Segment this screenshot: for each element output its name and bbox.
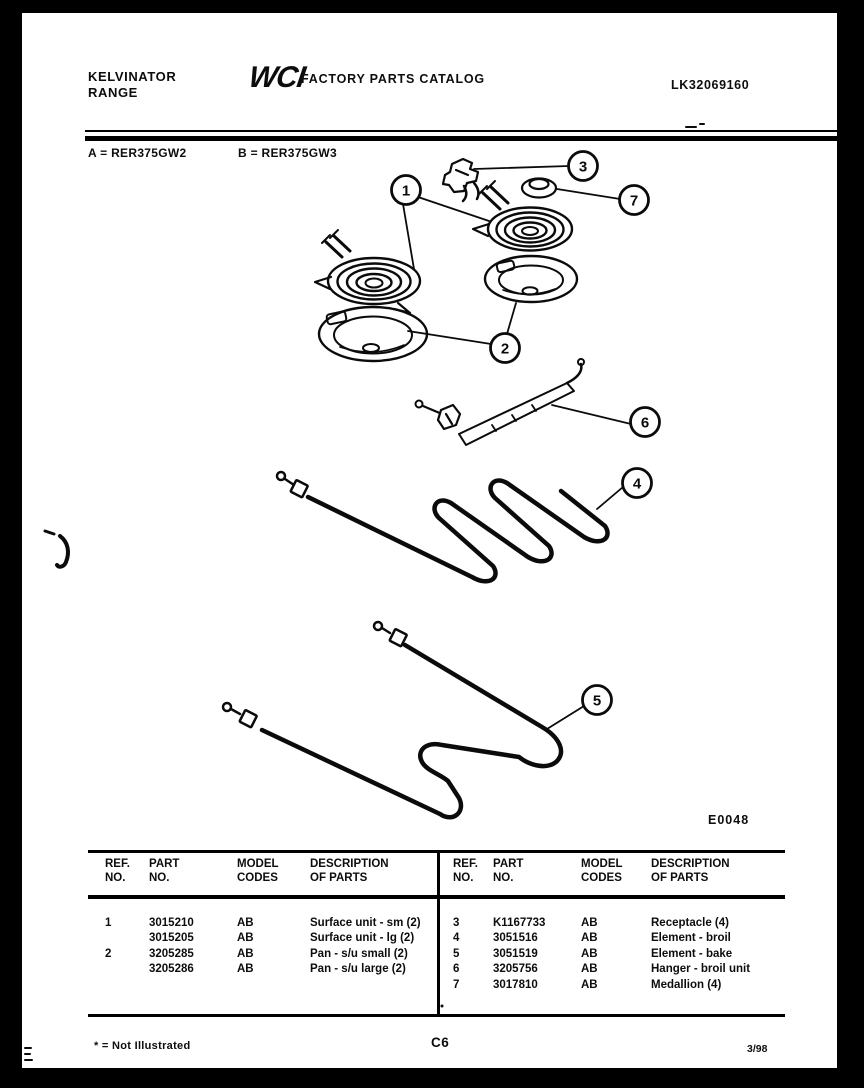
callout-2-leader-left — [408, 331, 491, 344]
scan-artifact-marks — [25, 1048, 32, 1060]
part-description: Pan - s/u small (2) — [310, 947, 408, 960]
drip-pan-right — [485, 256, 577, 302]
callout-7-leader — [557, 189, 620, 199]
part-no: 3205756 — [493, 963, 538, 976]
scan-artifact-bracket — [57, 536, 68, 567]
part-description: Receptacle (4) — [651, 917, 729, 929]
page-number: C6 — [431, 1035, 450, 1050]
callout-1-leader-left — [403, 204, 414, 269]
document-number: LK32069160 — [671, 78, 750, 92]
col-ref: REF. NO. — [105, 858, 130, 884]
broil-element-drawing — [277, 472, 608, 581]
part-no: 3205286 — [149, 963, 194, 976]
drip-pan-left — [319, 307, 427, 361]
brand-line2: RANGE — [88, 85, 138, 100]
surface-unit-left — [315, 230, 420, 313]
scan-artifact-dashes — [686, 124, 704, 127]
callout-4-leader — [597, 487, 623, 509]
table-row — [105, 947, 439, 962]
wci-logo: WCI — [246, 61, 307, 94]
table-row — [105, 931, 439, 946]
callout-6-leader — [552, 405, 631, 424]
callout-7 — [620, 186, 649, 215]
part-no: 3051516 — [493, 932, 538, 945]
callout-1 — [392, 176, 421, 205]
callout-4-number: 4 — [632, 475, 642, 493]
callout-1-leader-right — [418, 197, 489, 221]
hanger-broil-drawing — [416, 359, 585, 445]
callout-1-number: 1 — [401, 182, 411, 200]
callout-6 — [631, 408, 660, 437]
table-header-right — [453, 858, 783, 885]
part-no: 3051519 — [493, 947, 538, 960]
callout-5-leader — [547, 706, 584, 729]
part-description: Pan - s/u large (2) — [310, 963, 406, 976]
callout-7-number: 7 — [629, 192, 639, 210]
part-description: Medallion (4) — [651, 978, 722, 991]
table-row — [105, 962, 439, 977]
ref-no: 6 — [453, 963, 460, 976]
model-codes: AB — [237, 947, 254, 960]
model-codes: AB — [581, 963, 598, 976]
col-model: MODEL CODES — [237, 858, 279, 884]
part-description: Element - broil — [651, 932, 731, 945]
catalog-title: FACTORY PARTS CATALOG — [301, 72, 485, 86]
part-description: Element - bake — [651, 947, 733, 960]
callout-3-leader — [474, 166, 569, 169]
bake-element-drawing — [223, 622, 561, 817]
receptacle-drawing — [443, 159, 478, 201]
model-code-b: B = RER375GW3 — [238, 146, 337, 160]
medallion-drawing — [522, 179, 556, 198]
callout-2-number: 2 — [500, 340, 510, 358]
table-body-left — [105, 916, 439, 978]
col-desc: DESCRIPTION OF PARTS — [310, 858, 389, 884]
table-row — [453, 962, 783, 977]
model-code-a: A = RER375GW2 — [88, 146, 187, 160]
figure-code: E0048 — [708, 813, 750, 827]
ref-no: 3 — [453, 917, 460, 929]
ref-no: 2 — [105, 947, 112, 960]
ref-no — [105, 962, 149, 977]
callout-5 — [583, 686, 612, 715]
ref-no: 4 — [453, 932, 460, 945]
part-no: 3015210 — [149, 917, 194, 929]
model-codes: AB — [237, 917, 254, 929]
callout-2-leader-right — [507, 303, 516, 334]
callout-3-number: 3 — [578, 158, 588, 176]
table-header-left — [105, 858, 439, 885]
col-part: PART NO. — [149, 858, 180, 884]
model-codes: AB — [581, 932, 598, 945]
parts-table-left — [99, 858, 439, 976]
table-row — [105, 916, 439, 931]
part-no: 3205285 — [149, 947, 194, 960]
col-ref: REF. NO. — [453, 858, 478, 884]
part-description: Surface unit - lg (2) — [310, 932, 415, 945]
col-model: MODEL CODES — [581, 858, 623, 884]
table-body-right — [453, 916, 783, 993]
ref-no — [105, 931, 149, 946]
callout-2 — [491, 334, 520, 363]
col-desc: DESCRIPTION OF PARTS — [651, 858, 730, 884]
model-codes: AB — [581, 978, 598, 991]
model-codes: AB — [581, 917, 598, 929]
model-codes: AB — [237, 932, 254, 945]
date-code: 3/98 — [747, 1043, 768, 1055]
callout-3 — [569, 152, 598, 181]
model-codes: AB — [581, 947, 598, 960]
ref-no: 1 — [105, 917, 112, 929]
table-row — [453, 978, 783, 993]
part-no: K1167733 — [493, 917, 546, 929]
ref-no: 7 — [453, 978, 460, 991]
part-description: Hanger - broil unit — [651, 963, 751, 976]
ref-no: 5 — [453, 947, 460, 960]
callout-6-number: 6 — [640, 414, 650, 432]
callout-4 — [623, 469, 652, 498]
parts-table-right — [451, 858, 783, 991]
part-description: Surface unit - sm (2) — [310, 917, 421, 929]
callout-5-number: 5 — [592, 692, 602, 710]
part-no: 3017810 — [493, 978, 538, 991]
part-no: 3015205 — [149, 932, 194, 945]
parts-table — [85, 850, 788, 1020]
table-row — [453, 931, 783, 946]
col-part: PART NO. — [493, 858, 524, 884]
table-row — [453, 947, 783, 962]
not-illustrated-note: * = Not Illustrated — [94, 1040, 191, 1052]
brand-line1: KELVINATOR — [88, 69, 177, 84]
table-row — [453, 916, 783, 931]
model-codes: AB — [237, 963, 254, 976]
